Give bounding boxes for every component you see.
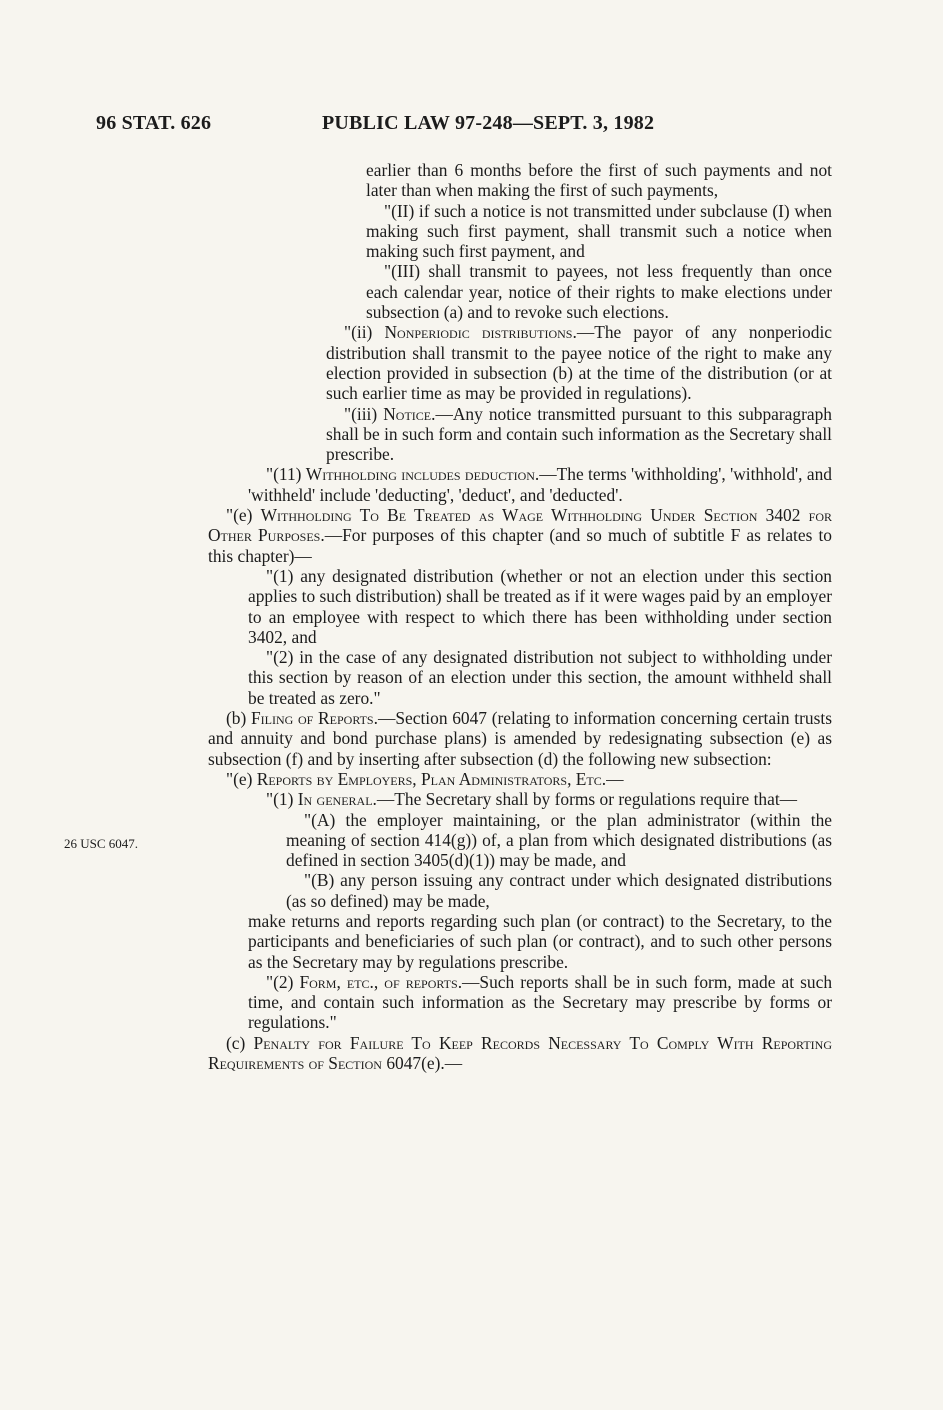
- paragraph: "(II) if such a notice is not transmitted under subclause (I) when making such first payment, shall transmit such a notice when making such first payment, and: [366, 200, 832, 262]
- paragraph: "(B) any person issuing any contract under which designated distributions (as so defined) may be made,: [286, 870, 832, 911]
- running-title: PUBLIC LAW 97-248—SEPT. 3, 1982: [322, 112, 655, 134]
- paragraph: "(11) Withholding includes deduction.—The terms 'withholding', 'withhold', and 'withheld' include 'deducting', 'deduct', and 'deducted'.: [248, 464, 832, 505]
- page-header: [0, 112, 943, 142]
- paragraph: "(III) shall transmit to payees, not less frequently than once each calendar year, notice of their rights to make elections under subsection (a) and to revoke such elections.: [366, 261, 832, 323]
- paragraph: (b) Filing of Reports.—Section 6047 (relating to information concerning certain trusts and annuity and bond purchase plans) is amended by redesignating subsection (e) as subsection (f) and by inserting after subsection (d) the following new subsection:: [208, 708, 832, 769]
- paragraph: "(e) Withholding To Be Treated as Wage Withholding Under Section 3402 for Other Purposes.—For purposes of this chapter (and so much of subtitle F as relates to this chapter)—: [208, 505, 832, 566]
- margin-citation: 26 USC 6047.: [64, 836, 139, 851]
- paragraph: earlier than 6 months before the first of such payments and not later than when making the first of such payments,: [366, 160, 832, 201]
- paragraph: "(iii) Notice.—Any notice transmitted pursuant to this subparagraph shall be in such form and contain such information as the Secretary shall prescribe.: [326, 403, 832, 465]
- paragraph: "(A) the employer maintaining, or the plan administrator (within the meaning of section 414(g)) of, a plan from which designated distributions (as defined in section 3405(d)(1)) may be made, and: [286, 809, 832, 871]
- paragraph: "(2) Form, etc., of reports.—Such reports shall be in such form, made at such time, and contain such information as the Secretary may prescribe by forms or regulations.": [248, 971, 833, 1033]
- paragraph: make returns and reports regarding such plan (or contract) to the Secretary, to the participants and beneficiaries of such plan (or contract), and to such other persons as the Secretary may by regulations prescribe.: [248, 910, 832, 972]
- paragraph: "(2) in the case of any designated distribution not subject to withholding under this section by reason of an election under this section, the amount withheld shall be treated as zero.": [248, 647, 832, 708]
- paragraph: "(e) Reports by Employers, Plan Administrators, Etc.—: [226, 768, 624, 789]
- page-body: [208, 160, 832, 1073]
- paragraph: "(1) any designated distribution (whether or not an election under this section applies to such distribution) shall be treated as if it were wages paid by an employer to an employee with respect to which there has been withholding under section 3402, and: [248, 565, 832, 647]
- paragraph: "(1) In general.—The Secretary shall by forms or regulations require that—: [266, 789, 798, 810]
- page-citation: 96 STAT. 626: [96, 112, 212, 134]
- paragraph: "(ii) Nonperiodic distributions.—The payor of any nonperiodic distribution shall transmit to the payee notice of the right to make any election provided in subsection (b) at the time of the distribution (or at such earlier time as may be provided in regulations).: [326, 322, 832, 404]
- paragraph: (c) Penalty for Failure To Keep Records Necessary To Comply With Reporting Requirements of Section 6047(e).—: [208, 1032, 833, 1074]
